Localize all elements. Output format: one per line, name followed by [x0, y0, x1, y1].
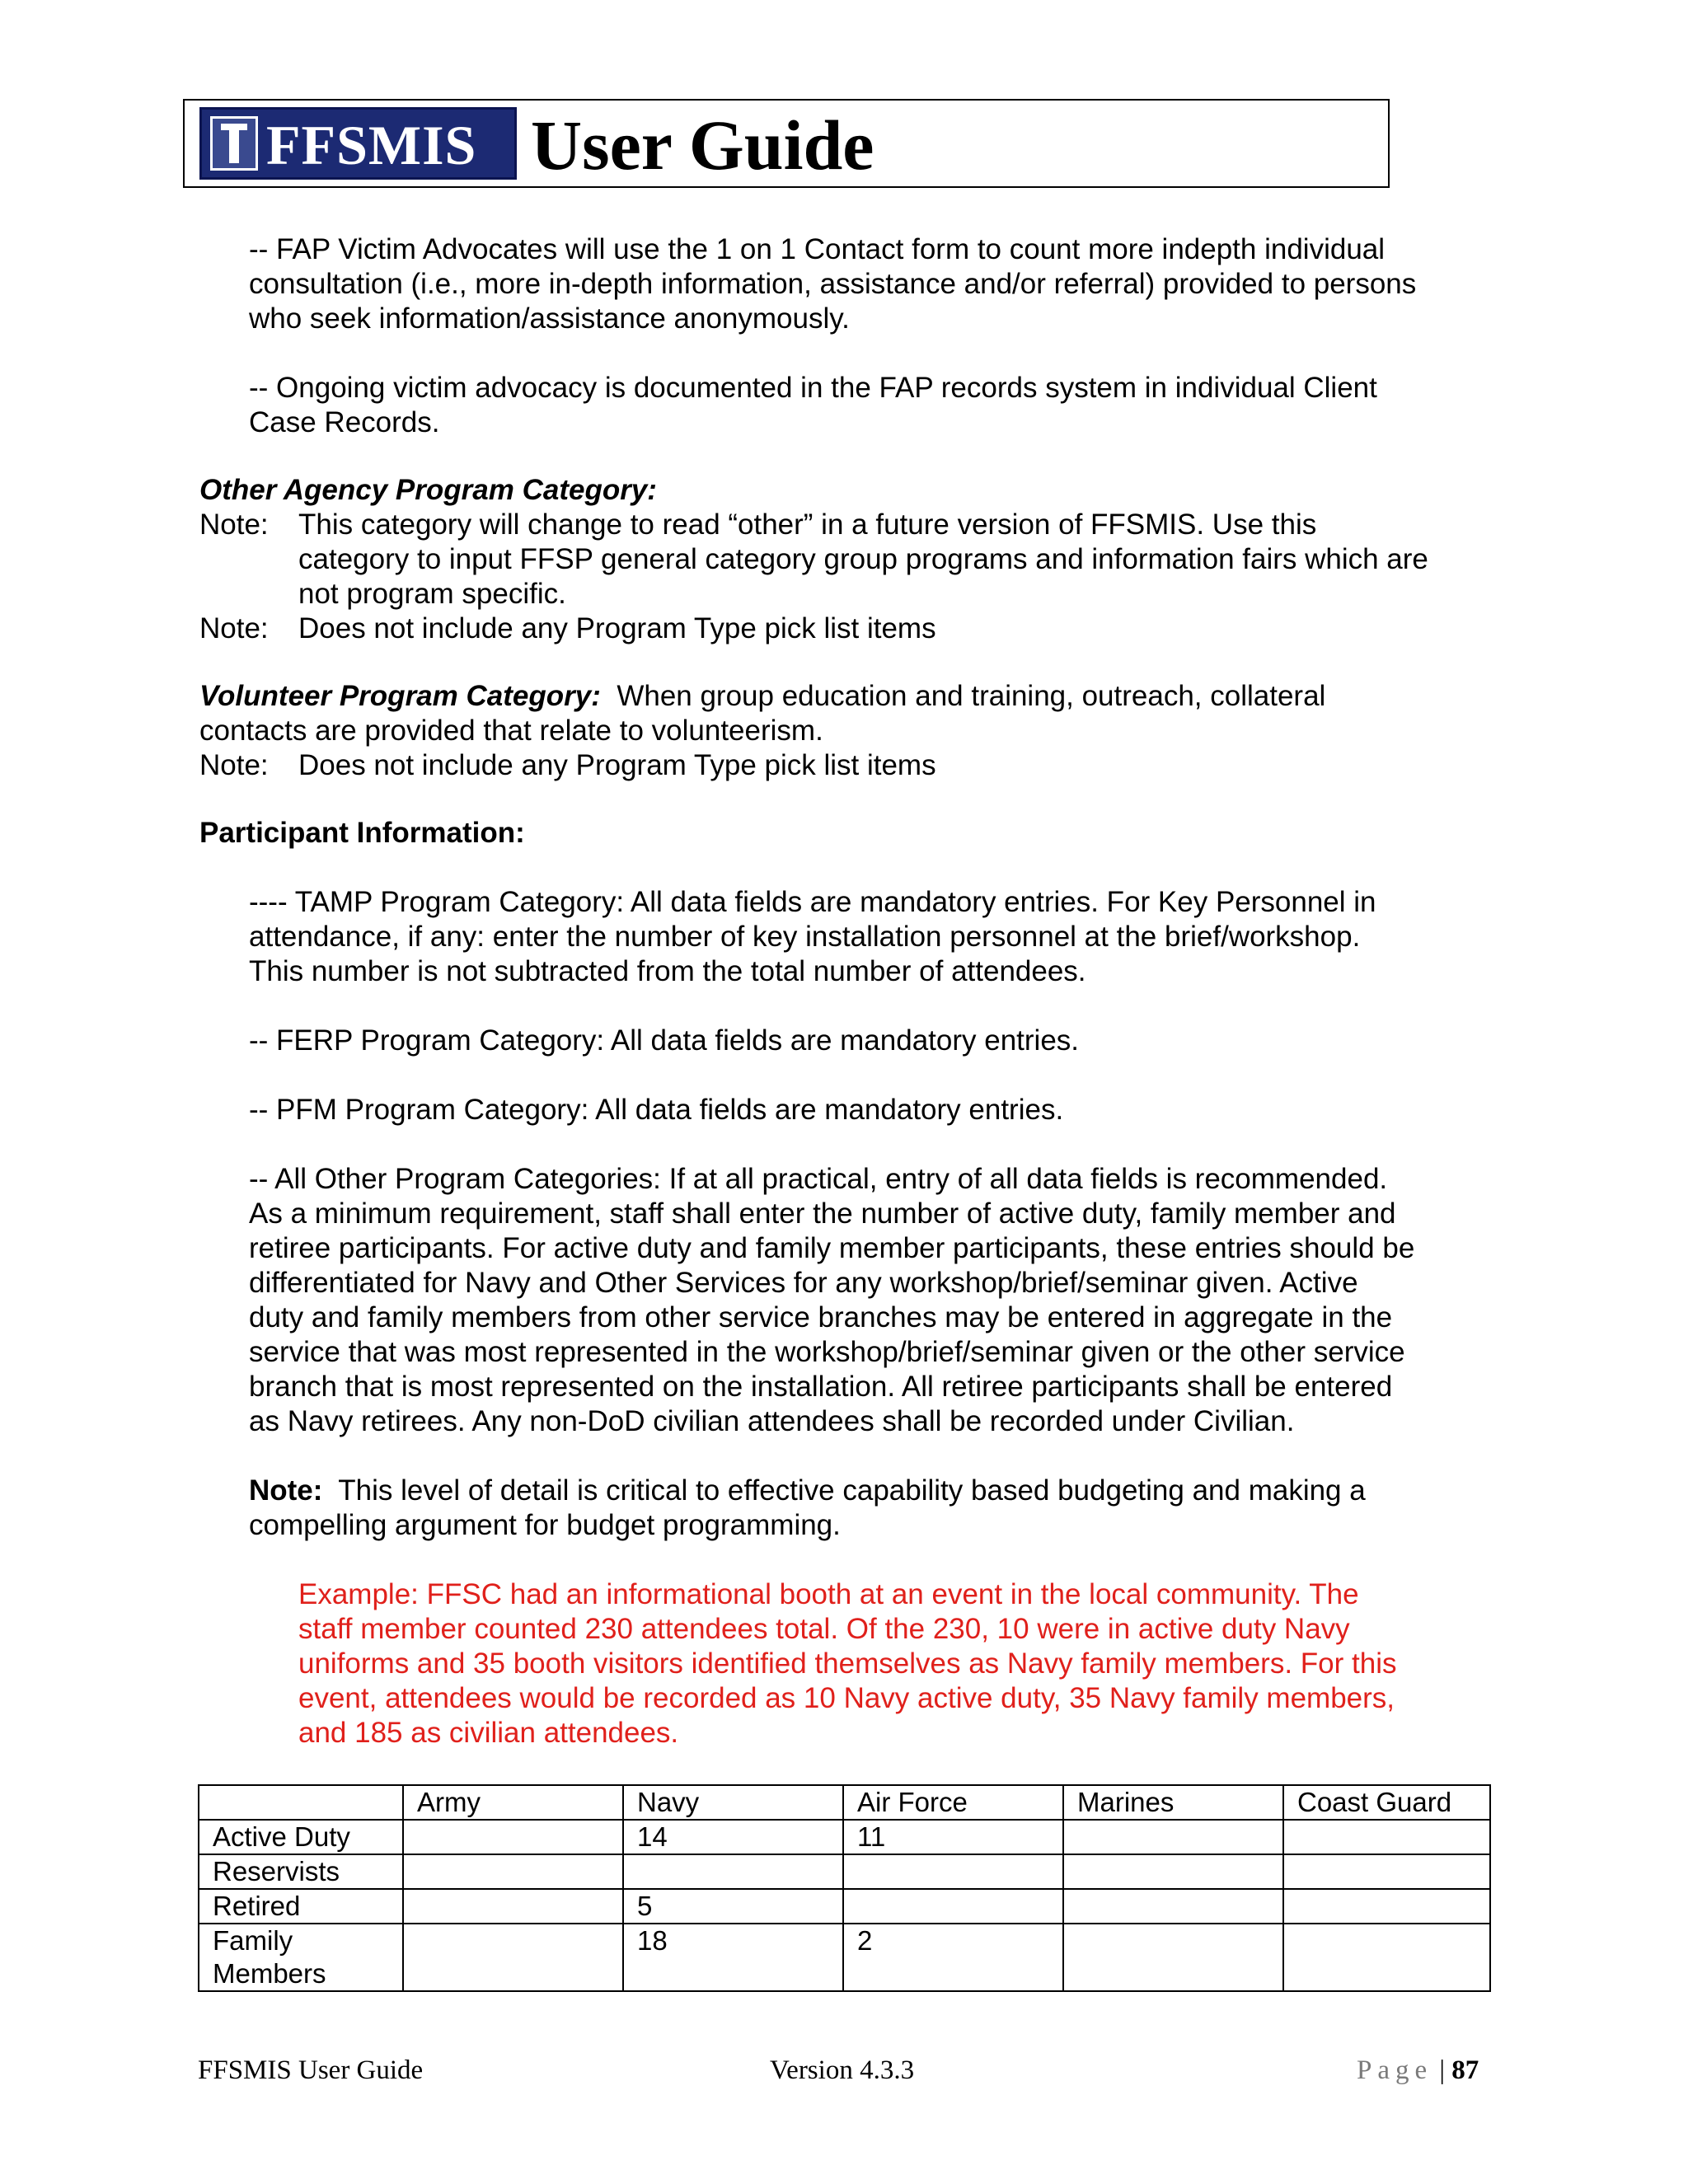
- note-label: Note:: [199, 612, 269, 644]
- volunteer-line-1: [199, 679, 1325, 714]
- table-cell: [403, 1889, 623, 1924]
- table-cell: 2: [843, 1924, 1063, 1991]
- all-other-line-5: duty and family members from other service branches may be entered in aggregate in the: [249, 1301, 1393, 1333]
- example-line-4: event, attendees would be recorded as 10 Navy active duty, 35 Navy family members,: [298, 1682, 1395, 1714]
- table-cell: [199, 1924, 403, 1991]
- table-cell: [1063, 1820, 1283, 1854]
- all-other-line-6: service that was most represented in the workshop/brief/seminar given or the other service: [249, 1336, 1405, 1368]
- para2-line-2: Case Records.: [249, 406, 440, 438]
- table-cell: [403, 1924, 623, 1991]
- table-cell: 11: [843, 1820, 1063, 1854]
- para2-line-1: -- Ongoing victim advocacy is documented in the FAP records system in individual Client: [249, 372, 1377, 404]
- table-header-cell: Marines: [1063, 1785, 1283, 1820]
- other-agency-note-line-1: This category will change to read “other” in a future version of FFSMIS. Use this: [298, 509, 1317, 541]
- ffsmis-logo: [199, 107, 517, 180]
- tamp-line-1: ---- TAMP Program Category: All data fields are mandatory entries. For Key Personnel in: [249, 886, 1376, 918]
- page-label: Page: [1357, 2055, 1433, 2085]
- table-row: [199, 1820, 1490, 1854]
- table-cell: [623, 1854, 843, 1889]
- all-other-line-8: as Navy retirees. Any non-DoD civilian attendees shall be recorded under Civilian.: [249, 1405, 1295, 1437]
- para1-line-3: who seek information/assistance anonymously.: [249, 302, 850, 335]
- table-cell: [1283, 1889, 1490, 1924]
- participant-heading: Participant Information:: [199, 817, 525, 849]
- all-other-line-4: differentiated for Navy and Other Services for any workshop/brief/seminar given. Active: [249, 1267, 1358, 1299]
- table-cell: Retired: [199, 1889, 403, 1924]
- pillar-icon: [210, 116, 258, 171]
- para1-line-1: -- FAP Victim Advocates will use the 1 on 1 Contact form to count more indepth individual: [249, 233, 1386, 265]
- participant-table: [198, 1784, 1491, 1992]
- table-header-row: [199, 1785, 1490, 1820]
- row-label-line-2: Members: [213, 1958, 326, 1989]
- page-title: User Guide: [531, 105, 874, 185]
- table-cell: Reservists: [199, 1854, 403, 1889]
- all-other-line-3: retiree participants. For active duty and family member participants, these entries should be: [249, 1232, 1415, 1264]
- table-cell: [1063, 1924, 1283, 1991]
- table-cell: [403, 1820, 623, 1854]
- all-other-line-2: As a minimum requirement, staff shall enter the number of active duty, family member and: [249, 1197, 1396, 1230]
- volunteer-line-2: contacts are provided that relate to volunteerism.: [199, 715, 823, 747]
- table-cell: Active Duty: [199, 1820, 403, 1854]
- table-row: [199, 1924, 1490, 1991]
- participant-note-line-1: [249, 1474, 1366, 1508]
- table-cell: [843, 1889, 1063, 1924]
- volunteer-note: Does not include any Program Type pick list items: [298, 749, 936, 781]
- all-other-line-7: branch that is most represented on the installation. All retiree participants shall be entered: [249, 1371, 1393, 1403]
- example-line-5: and 185 as civilian attendees.: [298, 1717, 679, 1749]
- table-header-cell: Navy: [623, 1785, 843, 1820]
- ferp-line: -- FERP Program Category: All data fields are mandatory entries.: [249, 1024, 1080, 1057]
- example-line-3: uniforms and 35 booth visitors identified themselves as Navy family members. For this: [298, 1647, 1397, 1680]
- participant-note-line-2: compelling argument for budget programming.: [249, 1509, 841, 1541]
- table-cell: [1283, 1924, 1490, 1991]
- other-agency-note-line-3: not program specific.: [298, 578, 566, 610]
- table-row: [199, 1889, 1490, 1924]
- table-cell: [1283, 1820, 1490, 1854]
- note-label: Note:: [199, 749, 269, 781]
- tamp-line-2: attendance, if any: enter the number of key installation personnel at the brief/workshop.: [249, 921, 1361, 953]
- table-header-cell: Army: [403, 1785, 623, 1820]
- table-header-cell: Air Force: [843, 1785, 1063, 1820]
- table-header-cell: Coast Guard: [1283, 1785, 1490, 1820]
- table-cell: 14: [623, 1820, 843, 1854]
- table-header-cell: [199, 1785, 403, 1820]
- footer-title: FFSMIS User Guide: [198, 2055, 424, 2085]
- example-line-1: Example: FFSC had an informational booth at an event in the local community. The: [298, 1578, 1359, 1610]
- logo-text: FFSMIS: [266, 114, 477, 176]
- table-cell: 18: [623, 1924, 843, 1991]
- volunteer-text: When group education and training, outreach, collateral: [617, 680, 1326, 712]
- footer-page: [1357, 2054, 1479, 2087]
- table-cell: [843, 1854, 1063, 1889]
- page-separator: |: [1439, 2055, 1446, 2085]
- page-number: 87: [1451, 2055, 1479, 2085]
- note-label: Note:: [249, 1474, 323, 1507]
- other-agency-heading: Other Agency Program Category:: [199, 474, 657, 506]
- other-agency-note-2: Does not include any Program Type pick list items: [298, 612, 936, 644]
- header-box: [183, 99, 1390, 188]
- table-cell: [1063, 1889, 1283, 1924]
- table-row: [199, 1854, 1490, 1889]
- participant-note-text: This level of detail is critical to effective capability based budgeting and making a: [338, 1474, 1366, 1507]
- tamp-line-3: This number is not subtracted from the total number of attendees.: [249, 955, 1086, 987]
- row-label-line-1: Family: [213, 1925, 293, 1956]
- example-line-2: staff member counted 230 attendees total. Of the 230, 10 were in active duty Navy: [298, 1613, 1350, 1645]
- other-agency-note-line-2: category to input FFSP general category group programs and information fairs which are: [298, 543, 1428, 575]
- table-cell: [403, 1854, 623, 1889]
- volunteer-heading: Volunteer Program Category:: [199, 680, 601, 712]
- table-cell: [1063, 1854, 1283, 1889]
- all-other-line-1: -- All Other Program Categories: If at all practical, entry of all data fields is recommended.: [249, 1163, 1388, 1195]
- note-label: Note:: [199, 509, 269, 541]
- table-cell: 5: [623, 1889, 843, 1924]
- pfm-line: -- PFM Program Category: All data fields are mandatory entries.: [249, 1094, 1064, 1126]
- table-cell: [1283, 1854, 1490, 1889]
- footer-version: Version 4.3.3: [770, 2055, 915, 2085]
- para1-line-2: consultation (i.e., more in-depth information, assistance and/or referral) provided to persons: [249, 268, 1417, 300]
